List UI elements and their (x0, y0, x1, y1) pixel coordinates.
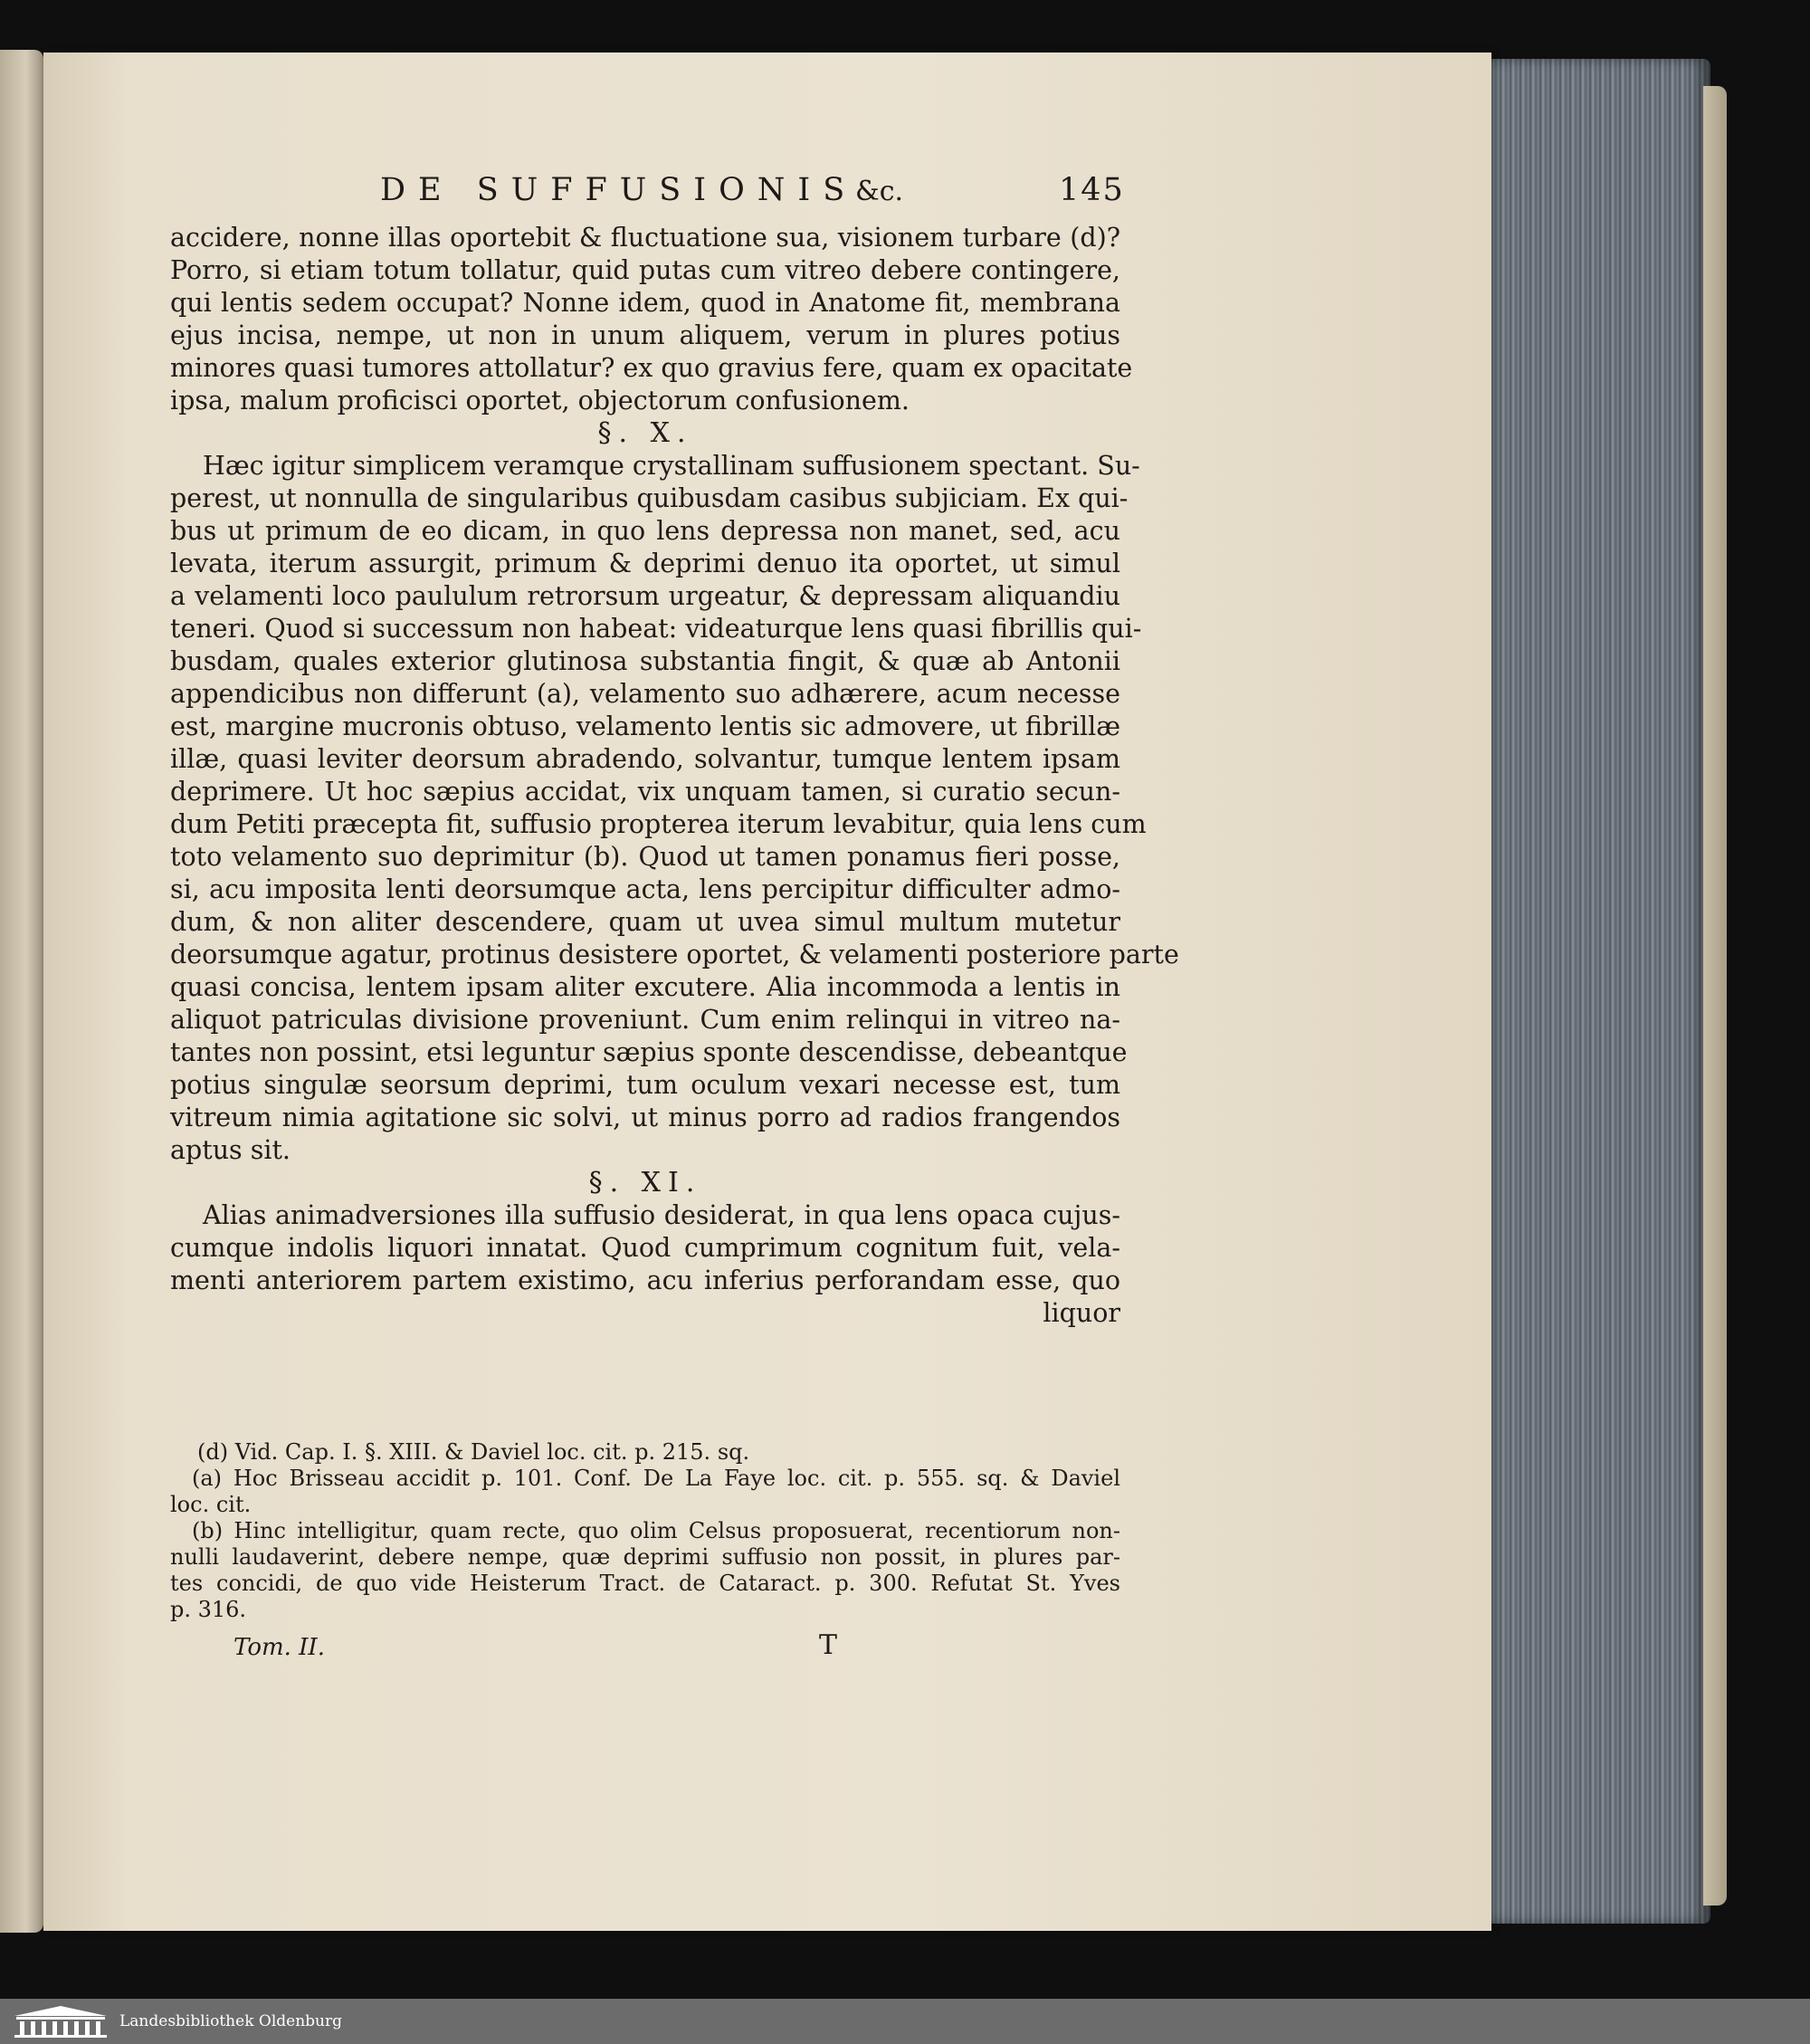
main-text (170, 222, 1179, 1330)
section-heading-xi: §. XI. (588, 1167, 702, 1199)
text-line: perest, ut nonnulla de singularibus quibusdam casibus subjiciam. Ex qui- (170, 483, 1129, 513)
text-line: tantes non possint, etsi leguntur sæpius sponte descendisse, debeantque (170, 1037, 1128, 1067)
text-line: ipsa, malum proficisci oportet, objectorum confusionem. (170, 386, 910, 415)
footnotes (170, 1439, 1120, 1623)
text-line: cumque indolis liquori innatat. Quod cumprimum cognitum fuit, vela- (170, 1233, 1120, 1263)
text-line: deorsumque agatur, protinus desistere oportet, & velamenti posteriore parte (170, 940, 1179, 969)
text-line: teneri. Quod si successum non habeat: videaturque lens quasi fibrillis qui- (170, 614, 1142, 644)
running-head-etc: &c. (855, 176, 904, 207)
text-line: bus ut primum de eo dicam, in quo lens depressa non manet, sed, acu (170, 516, 1120, 546)
text-line: a velamenti loco paululum retrorsum urgeatur, & depressam aliquandiu (170, 581, 1120, 611)
text-line: ejus incisa, nempe, ut non in unum aliquem, verum in plures potius (170, 320, 1120, 350)
volume-signature: Tom. II. (233, 1634, 325, 1661)
text-line: menti anteriorem partem existimo, acu inferius perforandam esse, quo (170, 1266, 1120, 1295)
text-line: Alias animadversiones illa suffusio desiderat, in qua lens opaca cujus- (203, 1200, 1120, 1230)
text-line: si, acu imposita lenti deorsumque acta, lens percipitur difficulter admo- (170, 874, 1120, 904)
page-number: 145 (1059, 172, 1125, 208)
text-line: qui lentis sedem occupat? Nonne idem, quod in Anatome fit, membrana (170, 288, 1120, 318)
text-line: Porro, si etiam totum tollatur, quid putas cum vitreo debere contingere, (170, 255, 1120, 285)
text-line: potius singulæ seorsum deprimi, tum oculum vexari necesse est, tum (170, 1070, 1120, 1100)
text-line: levata, iterum assurgit, primum & deprimi denuo ita oportet, ut simul (170, 549, 1120, 578)
catchword: liquor (1043, 1298, 1120, 1328)
footnote-b-cont: tes concidi, de quo vide Heisterum Tract. de Cataract. p. 300. Refutat St. Yves (170, 1571, 1120, 1596)
library-name[interactable]: Landesbibliothek Oldenburg (119, 2012, 343, 2030)
library-building-logo-icon (11, 2003, 110, 2039)
paragraph-1 (170, 222, 1133, 417)
paragraph-2 (170, 450, 1179, 1167)
book-fore-edge (1466, 59, 1710, 1924)
footnote-a-cont: loc. cit. (170, 1492, 252, 1517)
footnote-b-cont: nulli laudaverint, debere nempe, quæ deprimi suffusio non possit, in plures par- (170, 1544, 1120, 1570)
text-line: appendicibus non differunt (a), velamento suo adhærere, acum necesse (170, 679, 1120, 709)
text-line: illæ, quasi leviter deorsum abradendo, solvantur, tumque lentem ipsam (170, 744, 1120, 774)
text-line: dum, & non aliter descendere, quam ut uvea simul multum mutetur (170, 907, 1120, 937)
text-line: accidere, nonne illas oportebit & fluctuatione sua, visionem turbare (d)? (170, 223, 1120, 253)
text-line: dum Petiti præcepta fit, suffusio propterea iterum levabitur, quia lens cum (170, 809, 1147, 839)
text-line: toto velamento suo deprimitur (b). Quod ut tamen ponamus fieri posse, (170, 842, 1120, 872)
text-line: minores quasi tumores attollatur? ex quo gravius fere, quam ex opacitate (170, 353, 1133, 383)
text-line: aptus sit. (170, 1135, 291, 1165)
text-line: vitreum nimia agitatione sic solvi, ut minus porro ad radios frangendos (170, 1103, 1120, 1132)
running-head-title: DE SUFFUSIONIS (380, 172, 858, 208)
footnote-b: (b) Hinc intelligitur, quam recte, quo olim Celsus proposuerat, recentiorum non- (192, 1518, 1120, 1543)
text-line: quasi concisa, lentem ipsam aliter excutere. Alia incommoda a lentis in (170, 972, 1120, 1002)
footnote-b-cont: p. 316. (170, 1597, 247, 1622)
left-page-edge (0, 50, 43, 1933)
section-heading-x: §. X. (597, 417, 693, 449)
text-line: deprimere. Ut hoc sæpius accidat, vix unquam tamen, si curatio secun- (170, 777, 1120, 807)
text-line: Hæc igitur simplicem veramque crystallinam suffusionem spectant. Su- (203, 451, 1140, 481)
text-line: est, margine mucronis obtuso, velamento lentis sic admovere, ut fibrillæ (170, 712, 1120, 741)
footnote-d: (d) Vid. Cap. I. §. XIII. & Daviel loc. cit. p. 215. sq. (197, 1439, 750, 1465)
running-head (380, 172, 1125, 217)
text-line: aliquot patriculas divisione proveniunt. Cum enim relinqui in vitreo na- (170, 1005, 1120, 1035)
paragraph-3 (170, 1199, 1120, 1330)
footnote-a: (a) Hoc Brisseau accidit p. 101. Conf. De La Faye loc. cit. p. 555. sq. & Daviel (192, 1466, 1120, 1491)
footer-bar (0, 1999, 1810, 2044)
gathering-mark: T (819, 1629, 838, 1661)
text-line: busdam, quales exterior glutinosa substantia fingit, & quæ ab Antonii (170, 646, 1120, 676)
